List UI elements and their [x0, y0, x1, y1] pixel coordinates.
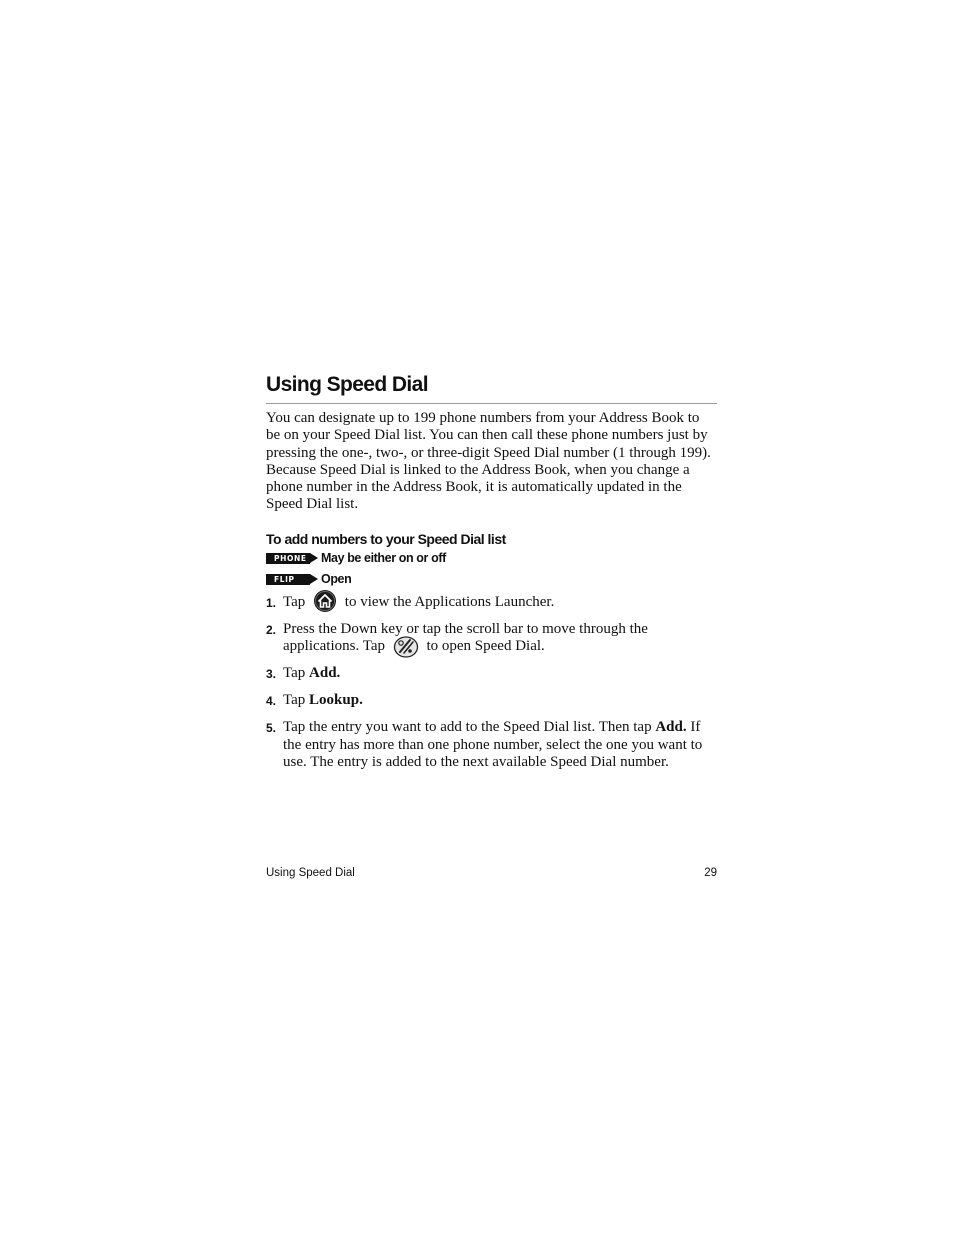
- requirement-text: May be either on or off: [321, 551, 446, 566]
- step-number: 1.: [266, 595, 277, 610]
- requirement-phone: [266, 548, 717, 569]
- footer-section-title: Using Speed Dial: [266, 867, 355, 879]
- lookup-command: Lookup.: [309, 691, 363, 708]
- step-number: 4.: [266, 693, 277, 708]
- step-number: 5.: [266, 721, 277, 736]
- home-icon: [313, 589, 337, 613]
- step-number: 2.: [266, 623, 277, 638]
- requirement-text: Open: [321, 572, 352, 587]
- page-footer: [266, 867, 717, 879]
- intro-paragraph: You can designate up to 199 phone numbers from your Address Book to be on your Speed Dial list. You can then call these phone numbers just by pressing the one-, two-, or three-digit Speed Dial number (1 through 199). Because Speed Dial is linked to the Address Book, when you change a phone number in the Address Book, it is automatically updated in the Speed Dial list.: [266, 410, 711, 513]
- requirement-flip: [266, 569, 717, 590]
- page-title: Using Speed Dial: [266, 372, 717, 404]
- step-number: 3.: [266, 666, 277, 681]
- add-command: Add.: [309, 664, 341, 681]
- step-item: 2. Press the Down key or tap the scroll bar to move through the applications. Tap to open Speed Dial.: [266, 621, 717, 656]
- procedure-heading: To add numbers to your Speed Dial list: [266, 530, 506, 547]
- speed-dial-icon: [393, 634, 419, 658]
- step-item: 1. Tap to view the Applications Launcher.: [266, 594, 717, 612]
- step-item: 4. Tap Lookup.: [266, 692, 717, 710]
- flip-tag-icon: FLIP: [266, 574, 310, 585]
- add-command: Add.: [655, 719, 687, 736]
- document-page: [266, 372, 717, 780]
- phone-tag-icon: PHONE: [266, 553, 310, 564]
- steps-list: [266, 594, 717, 771]
- step-item: 5. Tap the entry you want to add to the Speed Dial list. Then tap Add. If the entry has more than one phone number, select the one you want to use. The entry is added to the next available Speed Dial number.: [266, 719, 703, 770]
- page-number: 29: [704, 867, 717, 879]
- step-item: 3. Tap Add.: [266, 665, 717, 683]
